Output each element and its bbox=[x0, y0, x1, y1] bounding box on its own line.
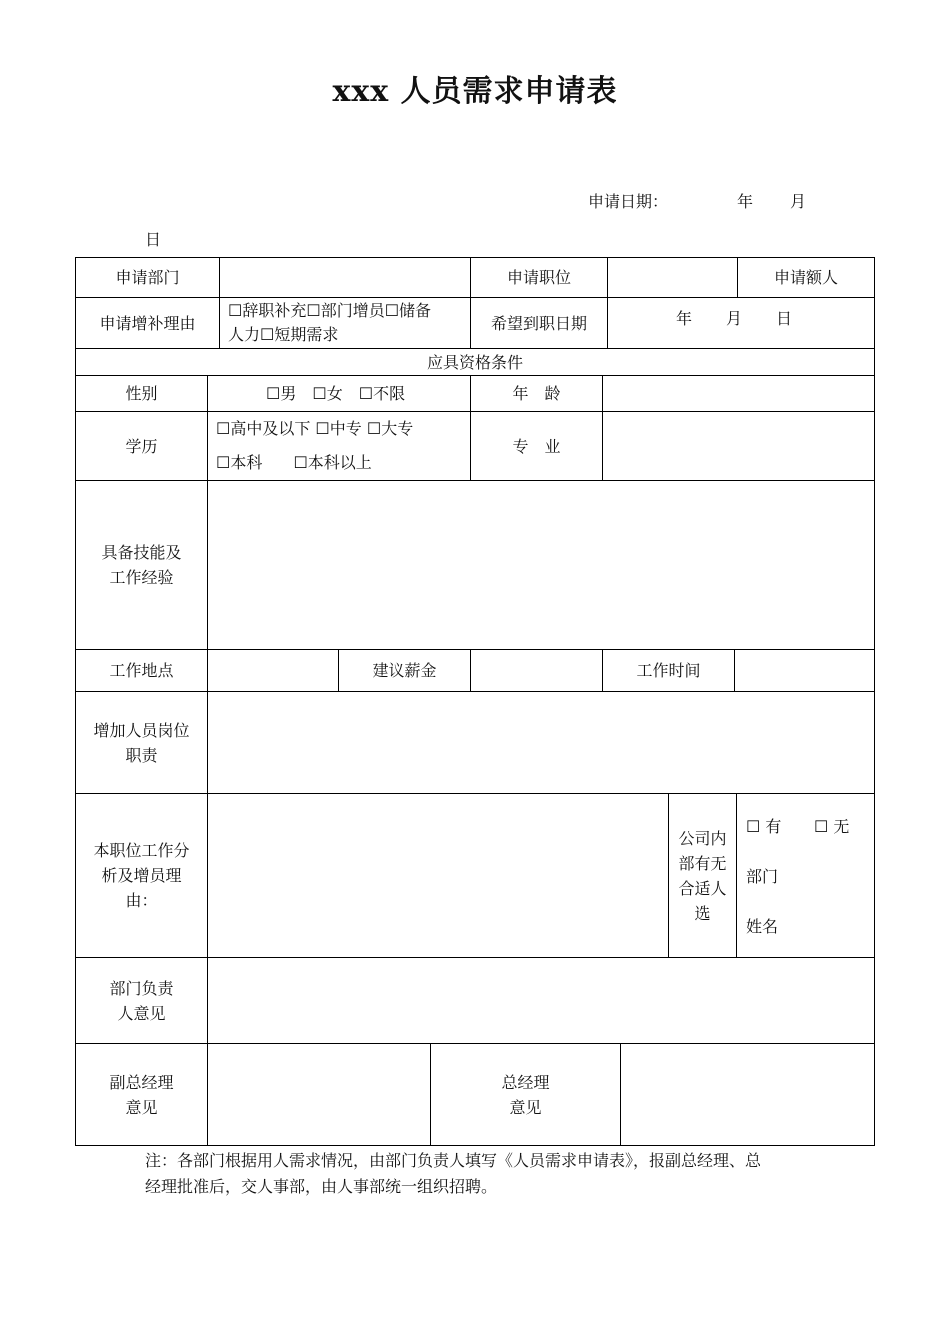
gender-female-checkbox[interactable]: ☐女 bbox=[312, 384, 343, 403]
education-above-bachelor-checkbox[interactable]: ☐本科以上 bbox=[293, 453, 372, 472]
major-label: 专 业 bbox=[512, 436, 561, 456]
education-label: 学历 bbox=[125, 436, 158, 456]
dept-label: 申请部门 bbox=[115, 268, 180, 287]
hire-date-day: 日 bbox=[776, 309, 793, 328]
work-location-label: 工作地点 bbox=[109, 661, 174, 680]
age-label: 年 龄 bbox=[512, 384, 561, 403]
table-divider bbox=[207, 375, 208, 480]
analysis-field[interactable] bbox=[208, 794, 668, 957]
reason-label: 申请增补理由 bbox=[99, 313, 196, 333]
work-hours-label: 工作时间 bbox=[636, 661, 701, 680]
education-options[interactable] bbox=[216, 412, 470, 480]
age-field[interactable] bbox=[603, 376, 874, 411]
apply-date-month: 月 bbox=[790, 192, 807, 211]
gender-label: 性别 bbox=[125, 384, 158, 403]
reason-options-line2[interactable]: 人力☐短期需求 bbox=[228, 325, 339, 344]
gm-opinion-label bbox=[431, 1044, 620, 1145]
vp-line1: 副总经理 bbox=[109, 1072, 174, 1092]
internal-line4: 选 bbox=[694, 903, 711, 923]
gm-opinion-field[interactable] bbox=[621, 1044, 874, 1145]
position-field[interactable] bbox=[608, 258, 737, 297]
position-label: 申请职位 bbox=[506, 268, 571, 287]
footnote-line1: 注：各部门根据用人需求情况，由部门负责人填写《人员需求申请表》，报副总经理、总 bbox=[145, 1151, 762, 1170]
hire-date-year: 年 bbox=[676, 309, 693, 328]
gm-line2: 意见 bbox=[509, 1097, 542, 1117]
major-field[interactable] bbox=[603, 412, 874, 480]
duties-label-line1: 增加人员岗位 bbox=[93, 720, 190, 740]
hire-date-month: 月 bbox=[726, 309, 743, 328]
vp-line2: 意见 bbox=[125, 1097, 158, 1117]
hire-date-field[interactable] bbox=[608, 298, 874, 338]
skills-field[interactable] bbox=[208, 481, 874, 649]
manager-opinion-field[interactable] bbox=[208, 958, 874, 1043]
table-divider bbox=[736, 793, 737, 957]
work-hours-field[interactable] bbox=[735, 650, 874, 691]
internal-no-checkbox[interactable]: ☐ 无 bbox=[814, 817, 850, 836]
analysis-label-line2: 析及增员理 bbox=[101, 866, 182, 885]
internal-candidate-label bbox=[669, 794, 736, 957]
vp-opinion-label bbox=[76, 1044, 207, 1145]
apply-date-day: 日 bbox=[145, 230, 162, 249]
qualifications-header: 应具资格条件 bbox=[426, 352, 523, 372]
reason-options[interactable] bbox=[228, 299, 468, 347]
gm-line1: 总经理 bbox=[501, 1072, 550, 1092]
gender-male-checkbox[interactable]: ☐男 bbox=[266, 384, 297, 403]
hire-date-label: 希望到职日期 bbox=[490, 313, 587, 333]
internal-line1: 公司内 bbox=[678, 828, 727, 848]
analysis-label-line3: 由： bbox=[125, 891, 158, 910]
skills-label bbox=[76, 481, 207, 649]
education-bachelor-checkbox[interactable]: ☐本科 bbox=[216, 453, 263, 472]
footnote-line2: 经理批准后，交人事部，由人事部统一组织招聘。 bbox=[145, 1177, 498, 1196]
skills-label-line1: 具备技能及 bbox=[101, 543, 182, 562]
internal-line3: 合适人 bbox=[678, 878, 727, 898]
internal-yes-checkbox[interactable]: ☐ 有 bbox=[746, 817, 782, 836]
page-title: xxx 人员需求申请表 bbox=[332, 74, 618, 109]
analysis-label bbox=[76, 794, 207, 957]
apply-date-label: 申请日期： bbox=[588, 192, 669, 211]
footnote bbox=[145, 1148, 825, 1200]
dept-field[interactable] bbox=[220, 258, 470, 297]
table-rule bbox=[75, 1145, 875, 1146]
gender-any-checkbox[interactable]: ☐不限 bbox=[358, 384, 406, 403]
headcount-label: 申请额人 bbox=[773, 268, 838, 287]
duties-field[interactable] bbox=[208, 692, 874, 793]
duties-label-line2: 职责 bbox=[125, 745, 158, 765]
vp-opinion-field[interactable] bbox=[208, 1044, 430, 1145]
salary-field[interactable] bbox=[471, 650, 602, 691]
education-line1[interactable]: ☐高中及以下 ☐中专 ☐大专 bbox=[216, 419, 414, 438]
gender-options[interactable] bbox=[266, 376, 470, 411]
internal-name-label: 姓名 bbox=[746, 917, 779, 936]
work-location-field[interactable] bbox=[208, 650, 338, 691]
manager-opinion-label bbox=[76, 958, 207, 1043]
manager-line2: 人意见 bbox=[117, 1003, 166, 1023]
table-border-right bbox=[874, 257, 875, 1146]
manager-line1: 部门负责 bbox=[109, 978, 174, 998]
analysis-label-line1: 本职位工作分 bbox=[93, 841, 190, 860]
apply-date-year: 年 bbox=[737, 192, 754, 211]
salary-label: 建议薪金 bbox=[372, 661, 437, 680]
duties-label bbox=[76, 692, 207, 793]
skills-label-line2: 工作经验 bbox=[109, 568, 174, 587]
internal-line2: 部有无 bbox=[678, 853, 727, 873]
internal-dept-label: 部门 bbox=[746, 867, 779, 886]
reason-options-line1[interactable]: ☐辞职补充☐部门增员☐储备 bbox=[228, 301, 432, 320]
